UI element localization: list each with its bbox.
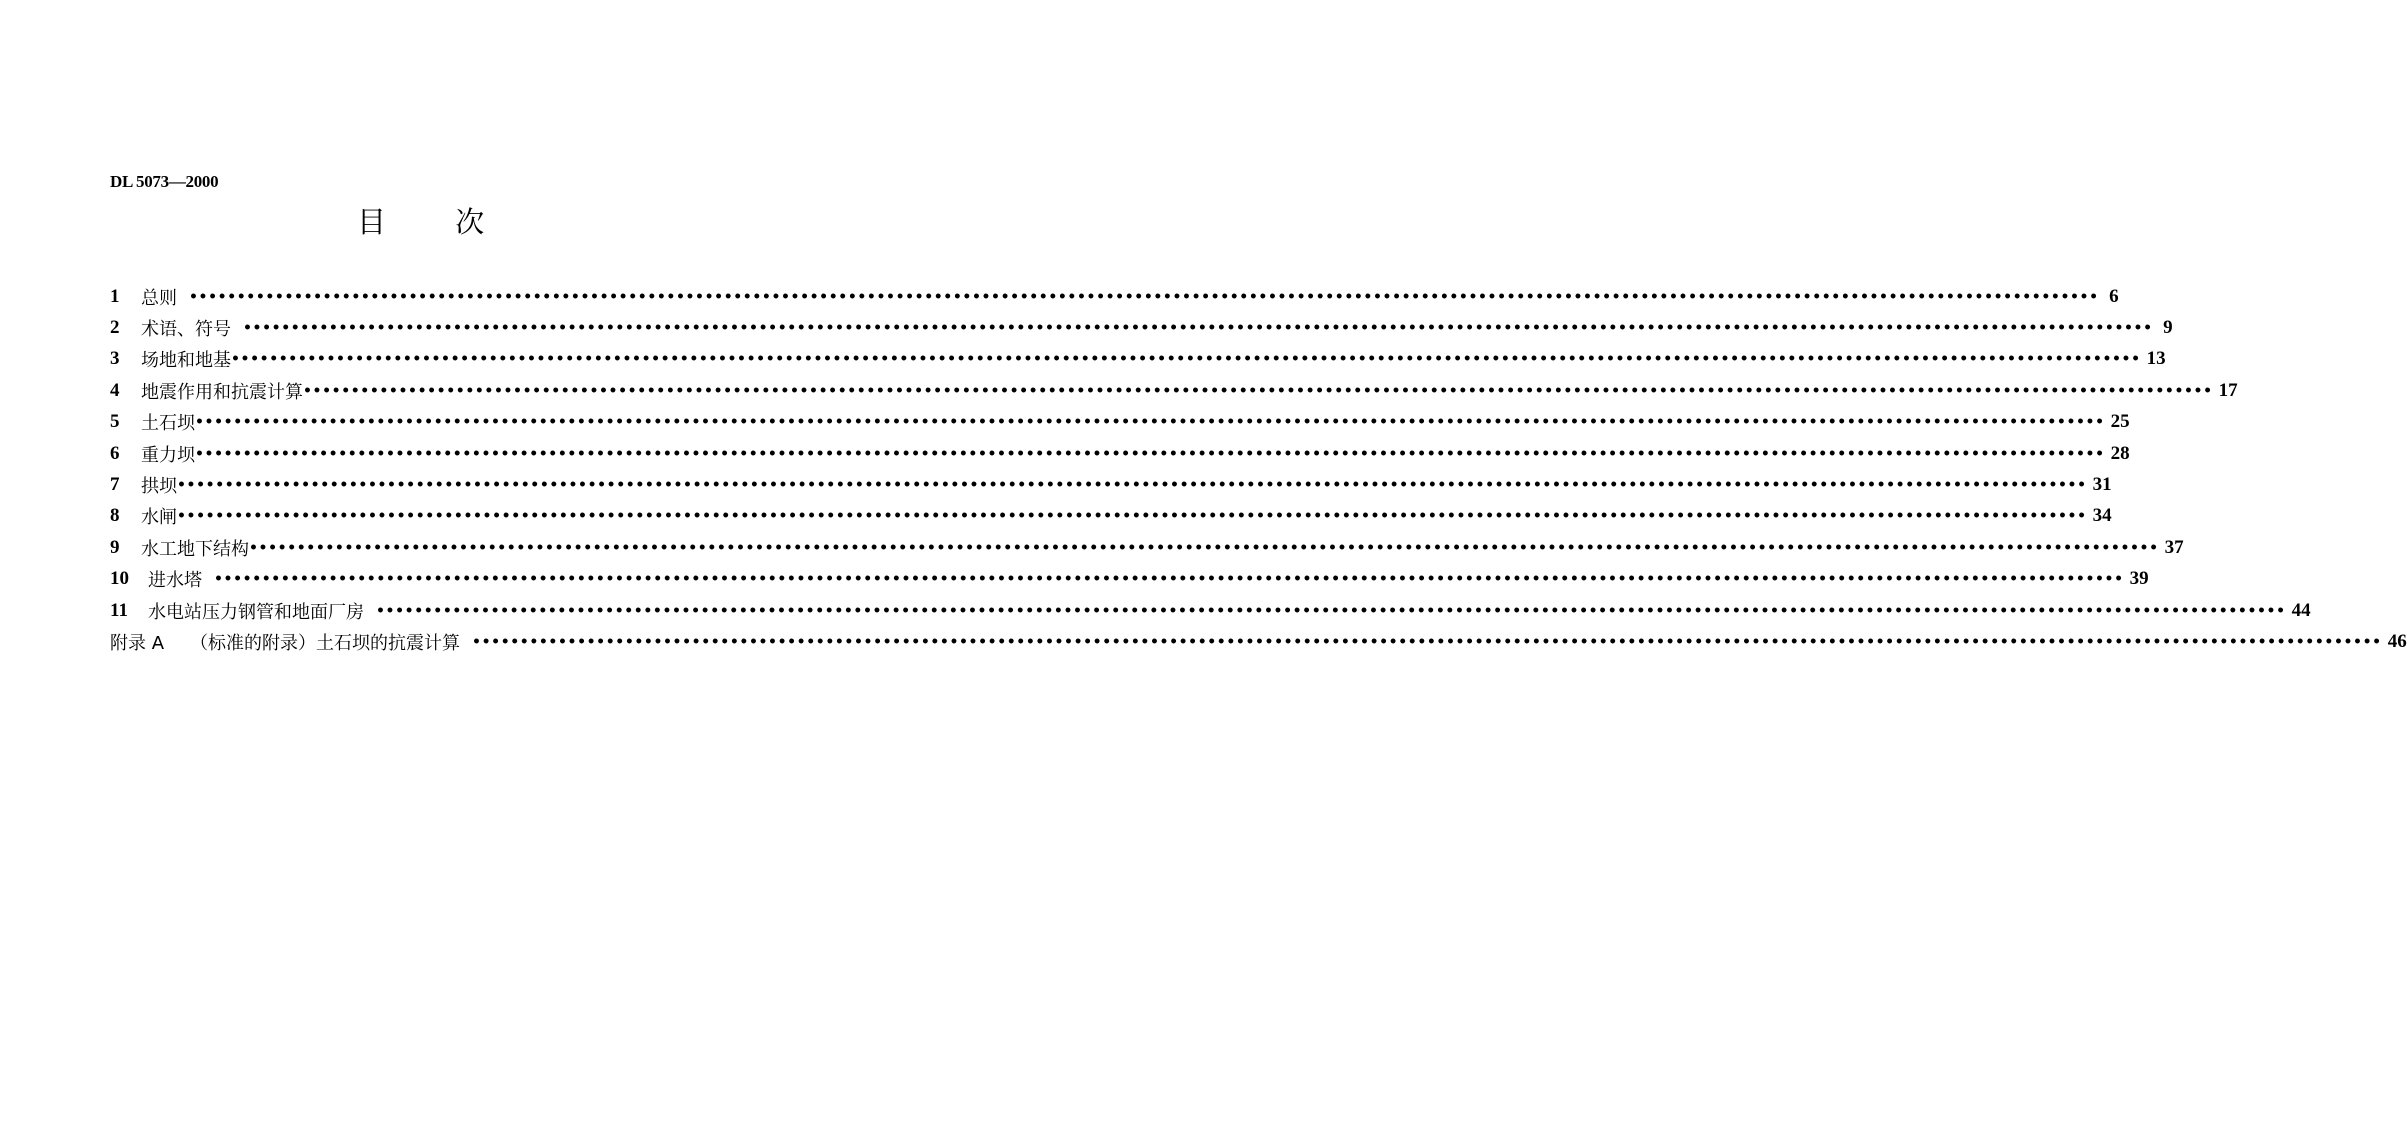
dot-leader: •••••••••••••••••••••••••••••••••••••••••••••••••••••••••••••••••••••••••••••••••••••••••••••••••••••••••••••••••••••••••••••••••••••••••••••••••••••••••••••••••••••••••••••••••••••••••••••••••••••••• (195, 445, 2105, 462)
dot-leader: •••••••••••••••••••••••••••••••••••••••••••••••••••••••••••••••••••••••••••••••••••••••••••••••••••••••••••••••••••••••••••••••••••••••••••••••••••••••••••••••••••••••••••••••••••••••••••••••••••••••• (472, 633, 2382, 650)
toc-entry[interactable] (110, 312, 2173, 343)
toc-entry[interactable] (110, 564, 2149, 595)
toc-number: 1 (110, 285, 120, 307)
toc-label: 重力坝 (141, 444, 195, 466)
toc-label: （标准的附录）土石坝的抗震计算 (190, 632, 461, 654)
toc-page-number: 28 (2110, 442, 2130, 464)
toc-label: 土石坝 (141, 413, 195, 435)
toc-label: 水闸 (141, 507, 177, 529)
page-title: 目 次 (357, 205, 515, 239)
toc-number: 8 (110, 505, 120, 527)
dot-leader: •••••••••••••••••••••••••••••••••••••••••••••••••••••••••••••••••••••••••••••••••••••••••••••••••••••••••••••••••••••••••••••••••••••••••••••••••••••••••••••••••••••••••••••••••••••••••••••••••••••••• (243, 320, 2153, 337)
toc-page-number: 34 (2092, 505, 2112, 527)
dot-leader: •••••••••••••••••••••••••••••••••••••••••••••••••••••••••••••••••••••••••••••••••••••••••••••••••••••••••••••••••••••••••••••••••••••••••••••••••••••••••••••••••••••••••••••••••••••••••••••••••••••••• (231, 351, 2141, 368)
toc-label: 总则 (141, 287, 177, 309)
toc-page-number: 31 (2092, 474, 2112, 496)
dot-leader: •••••••••••••••••••••••••••••••••••••••••••••••••••••••••••••••••••••••••••••••••••••••••••••••••••••••••••••••••••••••••••••••••••••••••••••••••••••••••••••••••••••••••••••••••••••••••••••••••••••••• (249, 539, 2159, 556)
toc-label: 拱坝 (141, 476, 177, 498)
toc-number: 6 (110, 442, 120, 464)
toc-number: 5 (110, 411, 120, 433)
toc-entry[interactable] (110, 626, 2407, 657)
toc-entry[interactable] (110, 281, 2119, 312)
toc-entry[interactable] (110, 375, 2238, 406)
toc-entry[interactable] (110, 501, 2112, 532)
toc-page-number: 17 (2218, 379, 2238, 401)
toc-page-number: 13 (2146, 348, 2166, 370)
dot-leader: •••••••••••••••••••••••••••••••••••••••••••••••••••••••••••••••••••••••••••••••••••••••••••••••••••••••••••••••••••••••••••••••••••••••••••••••••••••••••••••••••••••••••••••••••••••••••••••••••••••••• (214, 571, 2124, 588)
toc-page-number: 6 (2109, 285, 2119, 307)
dot-leader: •••••••••••••••••••••••••••••••••••••••••••••••••••••••••••••••••••••••••••••••••••••••••••••••••••••••••••••••••••••••••••••••••••••••••••••••••••••••••••••••••••••••••••••••••••••••••••••••••••••••• (195, 414, 2105, 431)
dot-leader: •••••••••••••••••••••••••••••••••••••••••••••••••••••••••••••••••••••••••••••••••••••••••••••••••••••••••••••••••••••••••••••••••••••••••••••••••••••••••••••••••••••••••••••••••••••••••••••••••••••••• (177, 477, 2087, 494)
toc-entry[interactable] (110, 469, 2112, 500)
toc-number: 9 (110, 536, 120, 558)
toc-label: 水电站压力钢管和地面厂房 (148, 601, 364, 623)
toc-page-number: 46 (2387, 630, 2407, 652)
toc-number: 3 (110, 348, 120, 370)
toc-entry[interactable] (110, 407, 2130, 438)
toc-entry[interactable] (110, 532, 2184, 563)
toc-label: 水工地下结构 (141, 538, 249, 560)
toc-page-number: 37 (2164, 536, 2184, 558)
toc-label: 地震作用和抗震计算 (141, 381, 303, 403)
toc-number: 10 (110, 568, 129, 590)
dot-leader: •••••••••••••••••••••••••••••••••••••••••••••••••••••••••••••••••••••••••••••••••••••••••••••••••••••••••••••••••••••••••••••••••••••••••••••••••••••••••••••••••••••••••••••••••••••••••••••••••••••••• (189, 288, 2099, 305)
toc-number: 2 (110, 317, 120, 339)
toc-number: 11 (110, 599, 128, 621)
toc-label: 术语、符号 (141, 319, 231, 341)
dot-leader: •••••••••••••••••••••••••••••••••••••••••••••••••••••••••••••••••••••••••••••••••••••••••••••••••••••••••••••••••••••••••••••••••••••••••••••••••••••••••••••••••••••••••••••••••••••••••••••••••••••••• (303, 382, 2213, 399)
toc-number: 4 (110, 379, 120, 401)
dot-leader: •••••••••••••••••••••••••••••••••••••••••••••••••••••••••••••••••••••••••••••••••••••••••••••••••••••••••••••••••••••••••••••••••••••••••••••••••••••••••••••••••••••••••••••••••••••••••••••••••••••••• (177, 508, 2087, 525)
toc-label: 进水塔 (148, 570, 202, 592)
toc-label: 场地和地基 (141, 350, 231, 372)
toc-page-number: 44 (2291, 599, 2311, 621)
standard-code: DL 5073—2000 (110, 172, 219, 191)
toc-entry[interactable] (110, 595, 2311, 626)
toc-page-number: 39 (2129, 568, 2149, 590)
dot-leader: •••••••••••••••••••••••••••••••••••••••••••••••••••••••••••••••••••••••••••••••••••••••••••••••••••••••••••••••••••••••••••••••••••••••••••••••••••••••••••••••••••••••••••••••••••••••••••••••••••••••• (376, 602, 2286, 619)
toc-entry[interactable] (110, 438, 2130, 469)
toc-entry[interactable] (110, 344, 2166, 375)
toc-page-number: 25 (2110, 411, 2130, 433)
toc-number: 7 (110, 474, 120, 496)
table-of-contents (110, 281, 2407, 658)
toc-page-number: 9 (2163, 317, 2173, 339)
toc-number: 附录 A (110, 632, 165, 654)
